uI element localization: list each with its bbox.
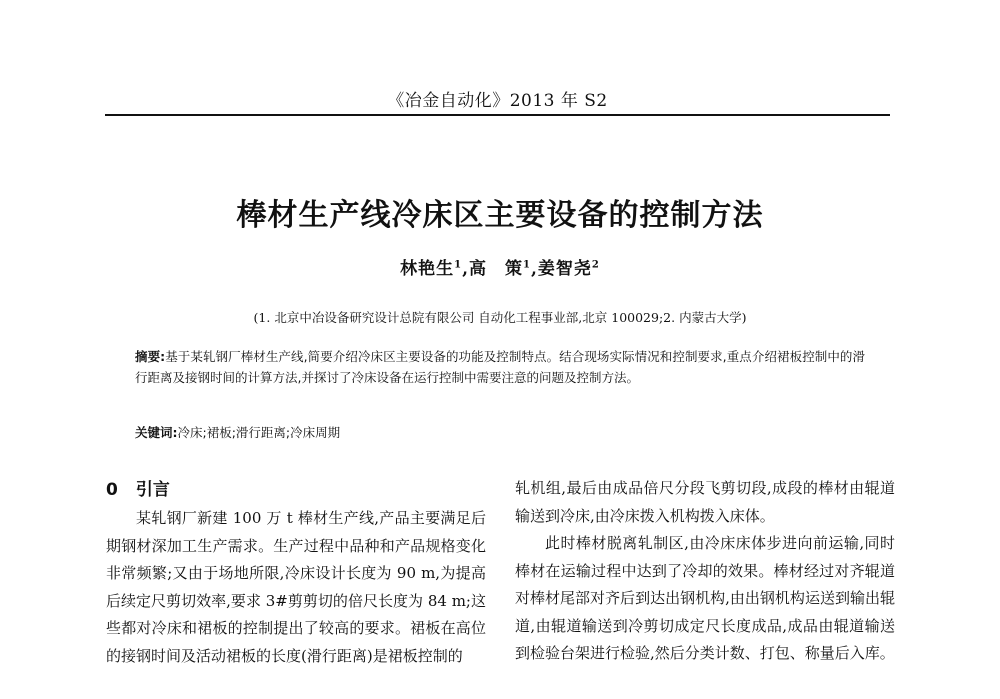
section-heading — [106, 475, 486, 505]
section-number: 0 — [106, 480, 118, 500]
section-title: 引言 — [135, 480, 170, 500]
abstract-text: 基于某轧钢厂棒材生产线,简要介绍冷床区主要设备的功能及控制特点。结合现场实际情况和控制要求,重点介绍裙板控制中的滑行距离及接钢时间的计算方法,并探讨了冷床设备在运行控制中需要注意的问题及控制方法。 — [135, 349, 865, 385]
author-name: 姜智尧 — [537, 259, 592, 279]
journal-header: 《冶金自动化》2013 年 S2 — [387, 91, 608, 111]
body-paragraph: 此时棒材脱离轧制区,由冷床床体步进向前运输,同时棒材在运输过程中达到了冷却的效果。棒材经过对齐辊道对棒材尾部对齐后到达出钢机构,由出钢机构运送到输出辊道,由辊道输送到冷剪切成定尺长度成品,成品由辊道输送到检验台架进行检验,然后分类计数、打包、称量后入库。 — [515, 534, 895, 662]
body-paragraph: 某轧钢厂新建 100 万 t 棒材生产线,产品主要满足后期钢材深加工生产需求。生产过程中品种和产品规格变化非常频繁;又由于场地所限,冷床设计长度为 90 m,为提高后续定尺剪切效率,要求 3#剪剪切的倍尺长度为 84 m;这些都对冷床和裙板的控制提出了较高的要求。裙板在高位的接钢时间及活动裙板的长度(滑行距离)是裙板控制的 — [106, 509, 486, 665]
abstract — [135, 346, 865, 388]
author-affiliation-mark: 1 — [454, 259, 463, 271]
author-name: 林艳生 — [400, 259, 455, 279]
author-name: 高 策 — [469, 259, 524, 279]
keywords — [135, 423, 865, 441]
author-affiliation-mark: 2 — [591, 259, 600, 271]
right-column — [515, 475, 895, 668]
header-rule — [105, 114, 890, 116]
keywords-text: 冷床;裙板;滑行距离;冷床周期 — [177, 425, 341, 440]
author-affiliation-mark: 1 — [523, 259, 531, 271]
paper-title: 棒材生产线冷床区主要设备的控制方法 — [236, 198, 764, 233]
keywords-label: 关键词: — [135, 425, 178, 440]
left-column — [106, 475, 486, 670]
abstract-label: 摘要: — [135, 349, 166, 364]
affiliation: (1. 北京中冶设备研究设计总院有限公司 自动化工程事业部,北京 100029;2. 内蒙古大学) — [253, 310, 747, 325]
author-list: 林艳生$^1$,高 策$^1$,姜智尧$^2$ — [400, 259, 600, 279]
body-paragraph: 轧机组,最后由成品倍尺分段飞剪切段,成段的棒材由辊道输送到冷床,由冷床拨入机构拨入床体。 — [515, 479, 895, 525]
